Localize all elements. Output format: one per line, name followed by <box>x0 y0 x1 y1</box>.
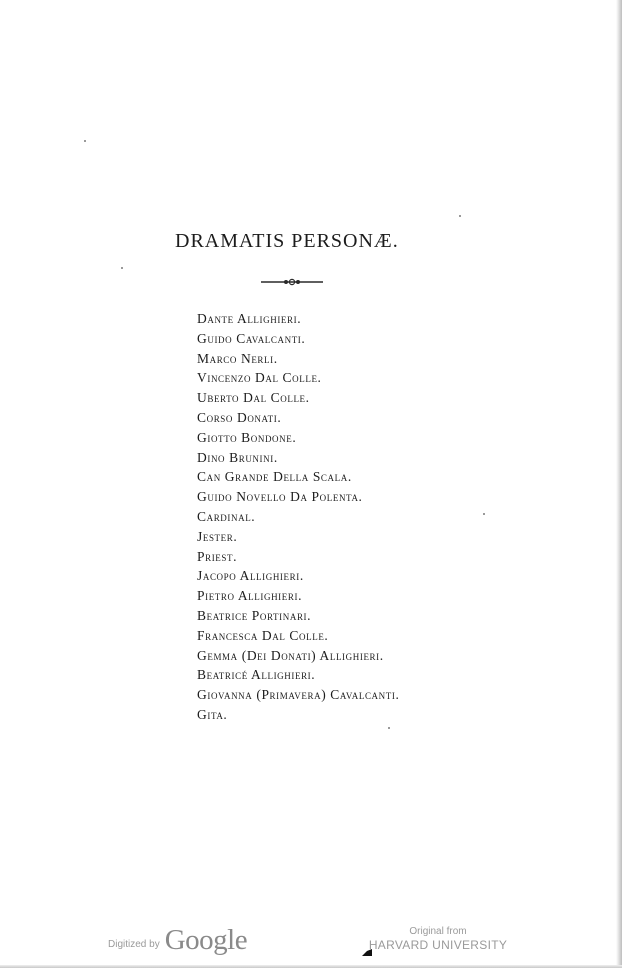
digitized-by-label: Digitized by <box>108 939 160 950</box>
original-from-label: Original from <box>409 926 467 937</box>
paper-speck <box>121 267 123 269</box>
cast-item: Cardinal. <box>197 508 256 524</box>
cast-item: Gemma (Dei Donati) Allighieri. <box>197 647 384 663</box>
original-from-watermark <box>368 926 508 953</box>
cast-item: Corso Donati. <box>197 409 282 425</box>
cast-item: Vincenzo Dal Colle. <box>197 370 322 386</box>
page-edge-shadow <box>616 0 622 968</box>
cast-item: Guido Cavalcanti. <box>197 330 306 346</box>
institution-label: HARVARD UNIVERSITY <box>368 938 508 952</box>
cast-item: Can Grande Della Scala. <box>197 469 352 485</box>
cast-list <box>197 309 399 725</box>
cast-item: Jester. <box>197 528 238 544</box>
digitized-by-watermark <box>108 924 247 957</box>
cast-item: Jacopo Allighieri. <box>197 568 304 584</box>
ornament-divider <box>261 275 323 289</box>
google-logo: Google <box>164 924 248 956</box>
cast-item: Beatrice Portinari. <box>197 607 312 623</box>
cast-item: Dante Allighieri. <box>197 311 302 326</box>
cast-item: Beatricé Allighieri. <box>197 667 316 683</box>
cast-item: Pietro Allighieri. <box>197 588 303 604</box>
cast-item: Uberto Dal Colle. <box>197 390 310 406</box>
cast-item: Gita. <box>197 706 228 722</box>
cast-item: Priest. <box>197 548 238 564</box>
cast-item: Guido Novello Da Polenta. <box>197 489 363 505</box>
paper-speck <box>388 727 390 729</box>
paper-speck <box>84 140 86 142</box>
cast-item: Dino Brunini. <box>197 449 278 465</box>
cast-item: Marco Nerli. <box>197 350 278 366</box>
cast-item: Giotto Bondone. <box>197 429 297 445</box>
paper-speck <box>483 513 485 515</box>
cast-item: Giovanna (Primavera) Cavalcanti. <box>197 687 400 703</box>
page-title: DRAMATIS PERSONÆ. <box>175 230 399 252</box>
cast-item: Francesca Dal Colle. <box>197 627 329 643</box>
paper-speck <box>459 215 461 217</box>
